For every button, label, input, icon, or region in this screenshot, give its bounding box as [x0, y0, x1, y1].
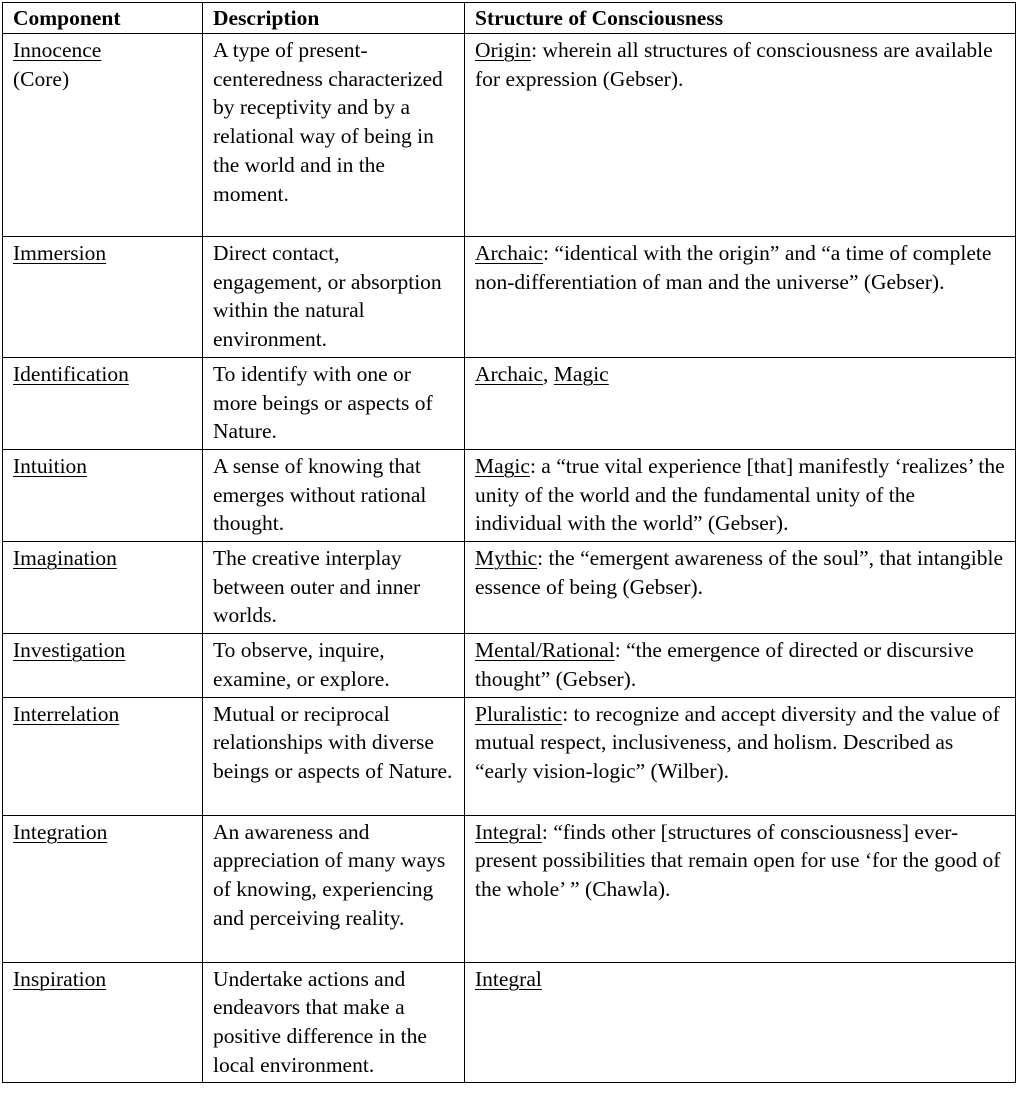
component-name: Investigation: [13, 638, 126, 663]
structure-text: : “identical with the origin” and “a time of complete non-differentiation of man and the universe” (Gebser).: [475, 241, 992, 294]
description-cell: Undertake actions and endeavors that make a positive difference in the local environment.: [203, 962, 465, 1083]
component-note: (Core): [13, 66, 70, 91]
table-row: [3, 237, 1016, 358]
structure-cell: [465, 634, 1016, 697]
component-cell: [3, 697, 203, 815]
description-cell: Mutual or reciprocal relationships with diverse beings or aspects of Nature.: [203, 697, 465, 815]
structure-term: Magic: [475, 453, 530, 478]
component-cell: [3, 634, 203, 697]
component-cell: [3, 34, 203, 237]
component-cell: [3, 815, 203, 962]
structure-cell: [465, 237, 1016, 358]
structure-cell: [465, 357, 1016, 449]
structure-cell: [465, 449, 1016, 541]
table-row: [3, 542, 1016, 634]
table-row: [3, 697, 1016, 815]
description-cell: A type of present-centeredness characterized by receptivity and by a relational way of being in the world and in the moment.: [203, 34, 465, 237]
structure-text: : a “true vital experience [that] manifestly ‘realizes’ the unity of the world and the fundamental unity of the individual with the world” (Gebser).: [475, 453, 1005, 536]
description-cell: Direct contact, engagement, or absorption within the natural environment.: [203, 237, 465, 358]
structure-cell: [465, 697, 1016, 815]
description-cell: An awareness and appreciation of many ways of knowing, experiencing and perceiving reality.: [203, 815, 465, 962]
structure-term: Integral: [475, 966, 542, 991]
header-structure: Structure of Consciousness: [465, 3, 1016, 34]
header-row: [3, 3, 1016, 34]
header-description: Description: [203, 3, 465, 34]
component-cell: [3, 449, 203, 541]
table-row: [3, 962, 1016, 1083]
structure-separator: ,: [543, 361, 554, 386]
component-name: Immersion: [13, 241, 107, 265]
component-name: Identification: [13, 361, 129, 386]
structure-term: Archaic: [475, 241, 544, 265]
component-name: Innocence: [13, 38, 102, 62]
structure-term-secondary: Magic: [553, 361, 609, 386]
structure-cell: [465, 542, 1016, 634]
structure-term: Mental/Rational: [475, 638, 615, 663]
structure-text: : “the emergence of directed or discursive thought” (Gebser).: [475, 638, 974, 691]
table-row: [3, 449, 1016, 541]
component-name: Intuition: [13, 453, 88, 478]
component-name: Inspiration: [13, 966, 107, 991]
description-cell: To observe, inquire, examine, or explore.: [203, 634, 465, 697]
component-name: Imagination: [13, 546, 117, 571]
component-name: Interrelation: [13, 701, 120, 726]
table-row: [3, 34, 1016, 237]
component-cell: [3, 357, 203, 449]
structure-term: Archaic: [475, 361, 544, 386]
structure-text: : “finds other [structures of consciousness] ever-present possibilities that remain open for use ‘for the good of the whole’ ” (Chawla).: [475, 819, 1001, 901]
component-cell: [3, 542, 203, 634]
structure-term: Pluralistic: [475, 701, 563, 726]
structure-text: : to recognize and accept diversity and the value of mutual respect, inclusiveness, and holism. Described as “early vision-logic” (Wilber).: [475, 701, 1000, 783]
structure-text: : wherein all structures of consciousness are available for expression (Gebser).: [475, 38, 993, 91]
structure-cell: [465, 815, 1016, 962]
consciousness-components-table: [2, 2, 1016, 1083]
table-row: [3, 357, 1016, 449]
structure-cell: [465, 962, 1016, 1083]
structure-term: Origin: [475, 38, 532, 62]
structure-cell: [465, 34, 1016, 237]
description-cell: The creative interplay between outer and inner worlds.: [203, 542, 465, 634]
description-cell: A sense of knowing that emerges without rational thought.: [203, 449, 465, 541]
structure-text: : the “emergent awareness of the soul”, that intangible essence of being (Gebser).: [475, 546, 1003, 599]
structure-term: Integral: [475, 819, 542, 844]
description-cell: To identify with one or more beings or aspects of Nature.: [203, 357, 465, 449]
component-cell: [3, 237, 203, 358]
table-row: [3, 634, 1016, 697]
structure-term: Mythic: [475, 546, 538, 571]
component-name: Integration: [13, 819, 108, 844]
table-row: [3, 815, 1016, 962]
component-cell: [3, 962, 203, 1083]
header-component: Component: [3, 3, 203, 34]
